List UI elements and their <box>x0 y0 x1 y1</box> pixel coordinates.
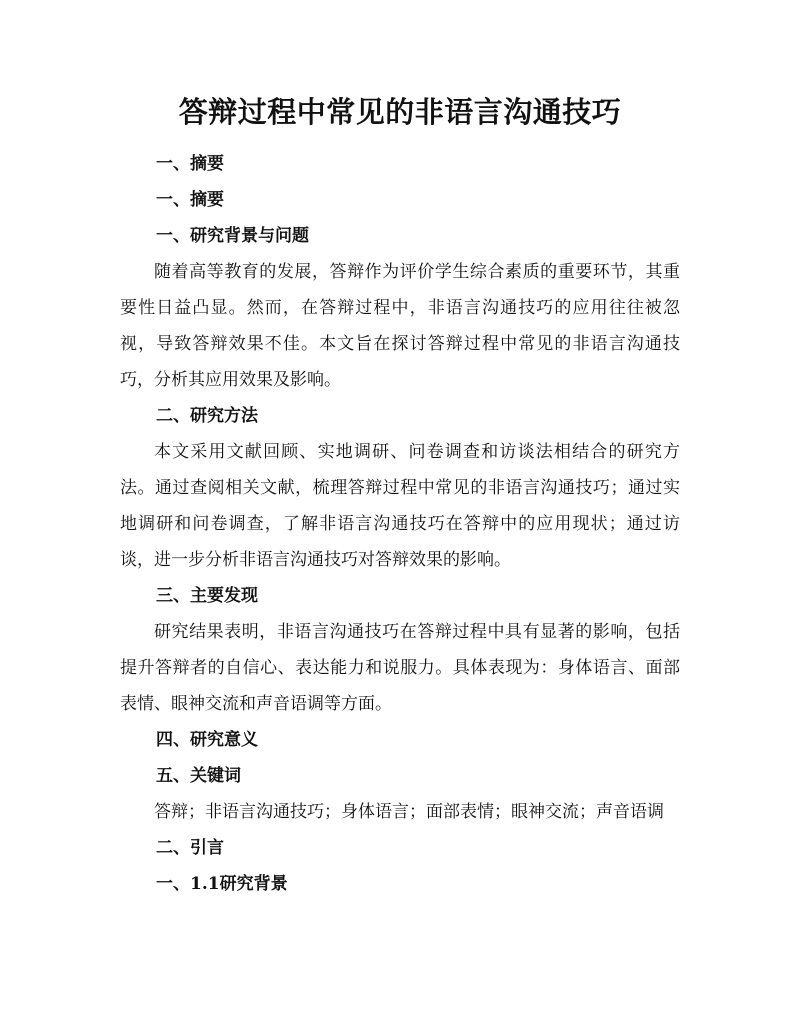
heading-1-1-background: 一、1.1研究背景 <box>156 874 288 894</box>
heading-abstract-2: 一、摘要 <box>156 190 224 210</box>
para-background: 随着高等教育的发展，答辩作为评价学生综合素质的重要环节，其重要性日益凸显。然而，在答辩过程中，非语言沟通技巧的应用往往被忽视，导致答辩效果不佳。本文旨在探讨答辩过程中常见的非语言沟通技巧，分析其应用效果及影响。 <box>120 262 680 390</box>
heading-research-methods: 二、研究方法 <box>156 406 258 426</box>
heading-abstract-1: 一、摘要 <box>156 154 224 174</box>
para-findings: 研究结果表明，非语言沟通技巧在答辩过程中具有显著的影响，包括提升答辩者的自信心、表达能力和说服力。具体表现为：身体语言、面部表情、眼神交流和声音语调等方面。 <box>120 622 680 714</box>
para-keywords: 答辩；非语言沟通技巧；身体语言；面部表情；眼神交流；声音语调 <box>154 802 664 822</box>
heading-main-findings: 三、主要发现 <box>156 586 258 606</box>
heading-introduction: 二、引言 <box>156 838 224 858</box>
heading-research-background: 一、研究背景与问题 <box>156 226 309 246</box>
document-body <box>120 146 680 902</box>
para-methods: 本文采用文献回顾、实地调研、问卷调查和访谈法相结合的研究方法。通过查阅相关文献，梳理答辩过程中常见的非语言沟通技巧；通过实地调研和问卷调查，了解非语言沟通技巧在答辩中的应用现状；通过访谈，进一步分析非语言沟通技巧对答辩效果的影响。 <box>120 442 680 570</box>
document-title: 答辩过程中常见的非语言沟通技巧 <box>178 95 622 129</box>
heading-keywords: 五、关键词 <box>156 766 241 786</box>
heading-significance: 四、研究意义 <box>156 730 258 750</box>
